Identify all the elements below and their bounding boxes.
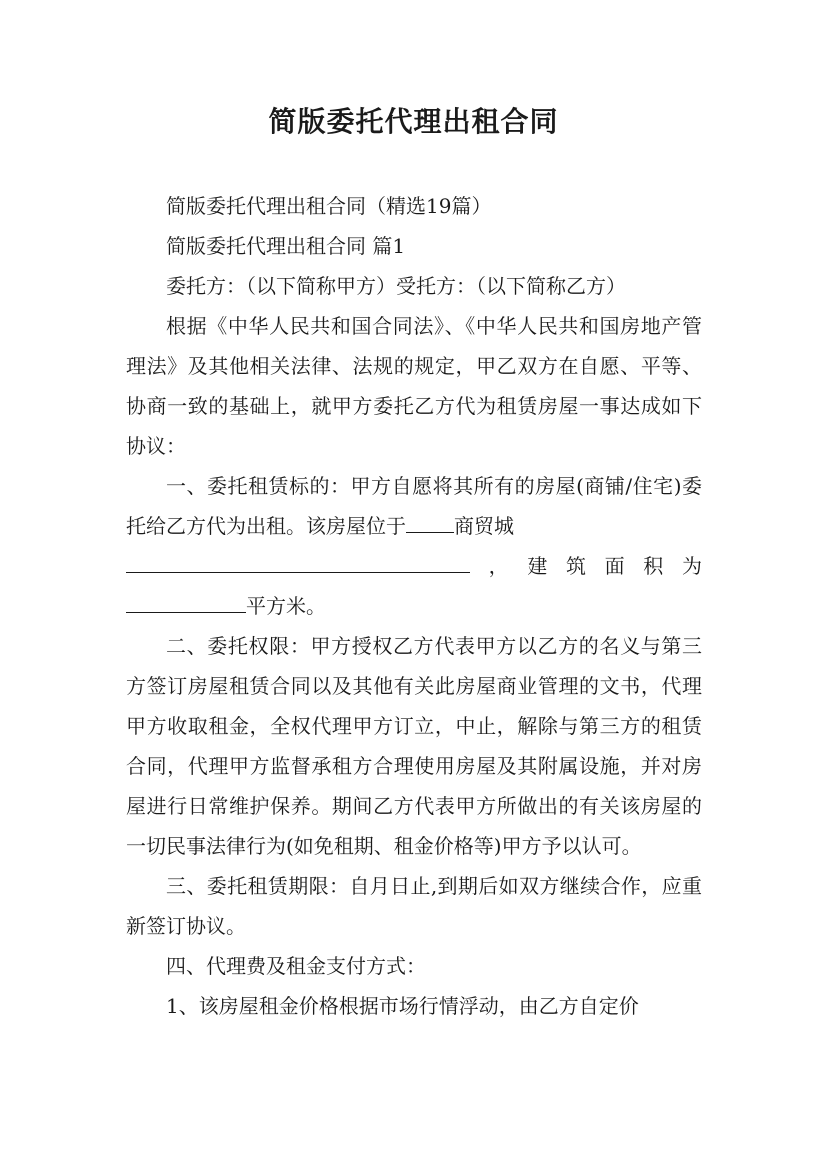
document-title: 简版委托代理出租合同: [268, 105, 559, 138]
clause-1-last-line: [126, 586, 702, 626]
clause-1-text: [126, 466, 702, 546]
clause-1: [126, 466, 702, 626]
clause-1-comma: ，: [488, 554, 509, 578]
clause-1-part2: 商贸城: [454, 514, 514, 538]
clause-1-part3: 平方米。: [246, 594, 326, 618]
document-subtitle: 简版委托代理出租合同（精选19篇）: [166, 194, 492, 218]
address-blank: [126, 546, 470, 573]
clause-4: 四、代理费及租金支付方式：: [166, 954, 426, 978]
clause-3: 三、委托租赁期限：自月日止,到期后如双方继续合作，应重新签订协议。: [126, 874, 702, 938]
area-char-1: 建: [527, 554, 548, 578]
area-char-3: 面: [604, 554, 625, 578]
section-title: 简版委托代理出租合同 篇1: [166, 234, 406, 258]
clause-1-area-line: [126, 546, 702, 586]
document-body: [126, 186, 702, 1026]
area-char-4: 积: [643, 554, 664, 578]
parties-paragraph: 委托方：（以下简称甲方）受托方：（以下简称乙方）: [166, 274, 626, 298]
clause-1-part1: 一、委托租赁标的：甲方自愿将其所有的房屋(商铺/住宅)委托给乙方代为出租。该房屋位于: [126, 474, 702, 538]
area-char-2: 筑: [565, 554, 586, 578]
clause-4-item-1: 1、该房屋租金价格根据市场行情浮动，由乙方自定价: [166, 994, 639, 1018]
area-char-5: 为: [681, 554, 702, 578]
clause-2: 二、委托权限：甲方授权乙方代表甲方以乙方的名义与第三方签订房屋租赁合同以及其他有关此房屋商业管理的文书，代理甲方收取租金，全权代理甲方订立，中止，解除与第三方的租赁合同，代理甲方监督承租方合理使用房屋及其附属设施，并对房屋进行日常维护保养。期间乙方代表甲方所做出的有关该房屋的一切民事法律行为(如免租期、租金价格等)甲方予以认可。: [126, 634, 702, 858]
location-blank: [406, 506, 454, 533]
intro-paragraph: 根据《中华人民共和国合同法》、《中华人民共和国房地产管理法》及其他相关法律、法规的规定，甲乙双方在自愿、平等、协商一致的基础上，就甲方委托乙方代为租赁房屋一事达成如下协议：: [126, 314, 702, 458]
area-blank: [126, 586, 246, 613]
